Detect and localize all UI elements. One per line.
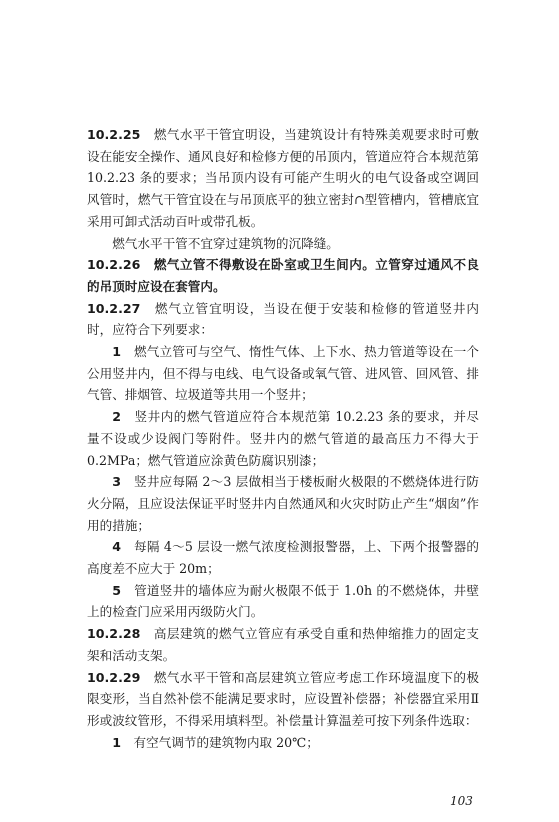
item-text: 每隔 4～5 层设一燃气浓度检测报警器，上、下两个报警器的高度差不应大于 20m； [87,539,479,577]
clause-number: 10.2.27 [87,300,141,316]
clause-10-2-26 [87,254,479,297]
clause-text: 燃气水平干管不宜穿过建筑物的沉降缝。 [112,235,339,251]
clause-number: 10.2.29 [87,669,141,685]
item-text: 竖井应每隔 2～3 层做相当于楼板耐火极限的不燃烧体进行防火分隔，且应设法保证平时竖井内自然通风和火灾时防止产生“烟囱”作用的措施； [87,474,479,533]
clause-number: 10.2.26 [87,257,141,273]
clause-10-2-27 [87,298,479,341]
clause-10-2-25 [87,124,479,233]
list-item-4 [87,536,479,579]
clause-text: 燃气立管不得敷设在卧室或卫生间内。立管穿过通风不良的吊顶时应设在套管内。 [87,257,479,294]
list-item-1 [87,341,479,406]
item-text: 竖井内的燃气管道应符合本规范第 10.2.23 条的要求，并尽量不设或少设阀门等附件。竖井内的燃气管道的最高压力不得大于 0.2MPa；燃气管道应涂黄色防腐识别漆； [87,409,480,468]
page-number: 103 [450,794,473,808]
item-text: 管道竖井的墙体应为耐火极限不低于 1.0h 的不燃烧体，井壁上的检查门应采用丙级防火门。 [87,582,479,620]
list-item-5 [87,580,479,623]
list-item-1-temperature [87,732,479,754]
list-item-3 [87,471,479,536]
item-number: 1 [112,734,121,750]
clause-text: 高层建筑的燃气立管应有承受自重和热伸缩推力的固定支架和活动支架。 [87,626,479,663]
clause-number: 10.2.28 [87,626,141,642]
paragraph-settlement-joint [87,233,479,255]
clause-text: 燃气立管宜明设，当设在便于安装和检修的管道竖井内时，应符合下列要求： [87,300,480,338]
clause-10-2-28 [87,623,479,666]
clause-text: 燃气水平干管和高层建筑立管应考虑工作环境温度下的极限变形，当自然补偿不能满足要求时，应设置补偿器；补偿器宜采用Ⅱ形或波纹管形，不得采用填料型。补偿量计算温差可按下列条件选取： [87,669,479,728]
item-number: 1 [112,344,121,360]
item-number: 3 [112,474,121,490]
item-number: 2 [112,409,121,425]
list-item-2 [87,406,479,471]
clause-text: 燃气水平干管宜明设，当建筑设计有特殊美观要求时可敷设在能安全操作、通风良好和检修方便的吊顶内，管道应符合本规范第 10.2.23 条的要求；当吊顶内设有可能产生明火的电气设备或空调回风管时，燃气干管宜设在与吊顶底平的独立密封∩型管槽内，管槽底宜采用可卸式活动百叶或带孔板。 [87,127,479,229]
body-text [87,124,479,753]
item-number: 4 [112,539,121,555]
item-number: 5 [112,582,121,598]
item-text: 有空气调节的建筑物内取 20℃； [133,734,319,750]
clause-10-2-29 [87,667,479,732]
clause-number: 10.2.25 [87,127,141,142]
item-text: 燃气立管可与空气、惰性气体、上下水、热力管道等设在一个公用竖井内，但不得与电线、电气设备或氧气管、进风管、回风管、排气管、排烟管、垃圾道等共用一个竖井； [87,344,480,403]
